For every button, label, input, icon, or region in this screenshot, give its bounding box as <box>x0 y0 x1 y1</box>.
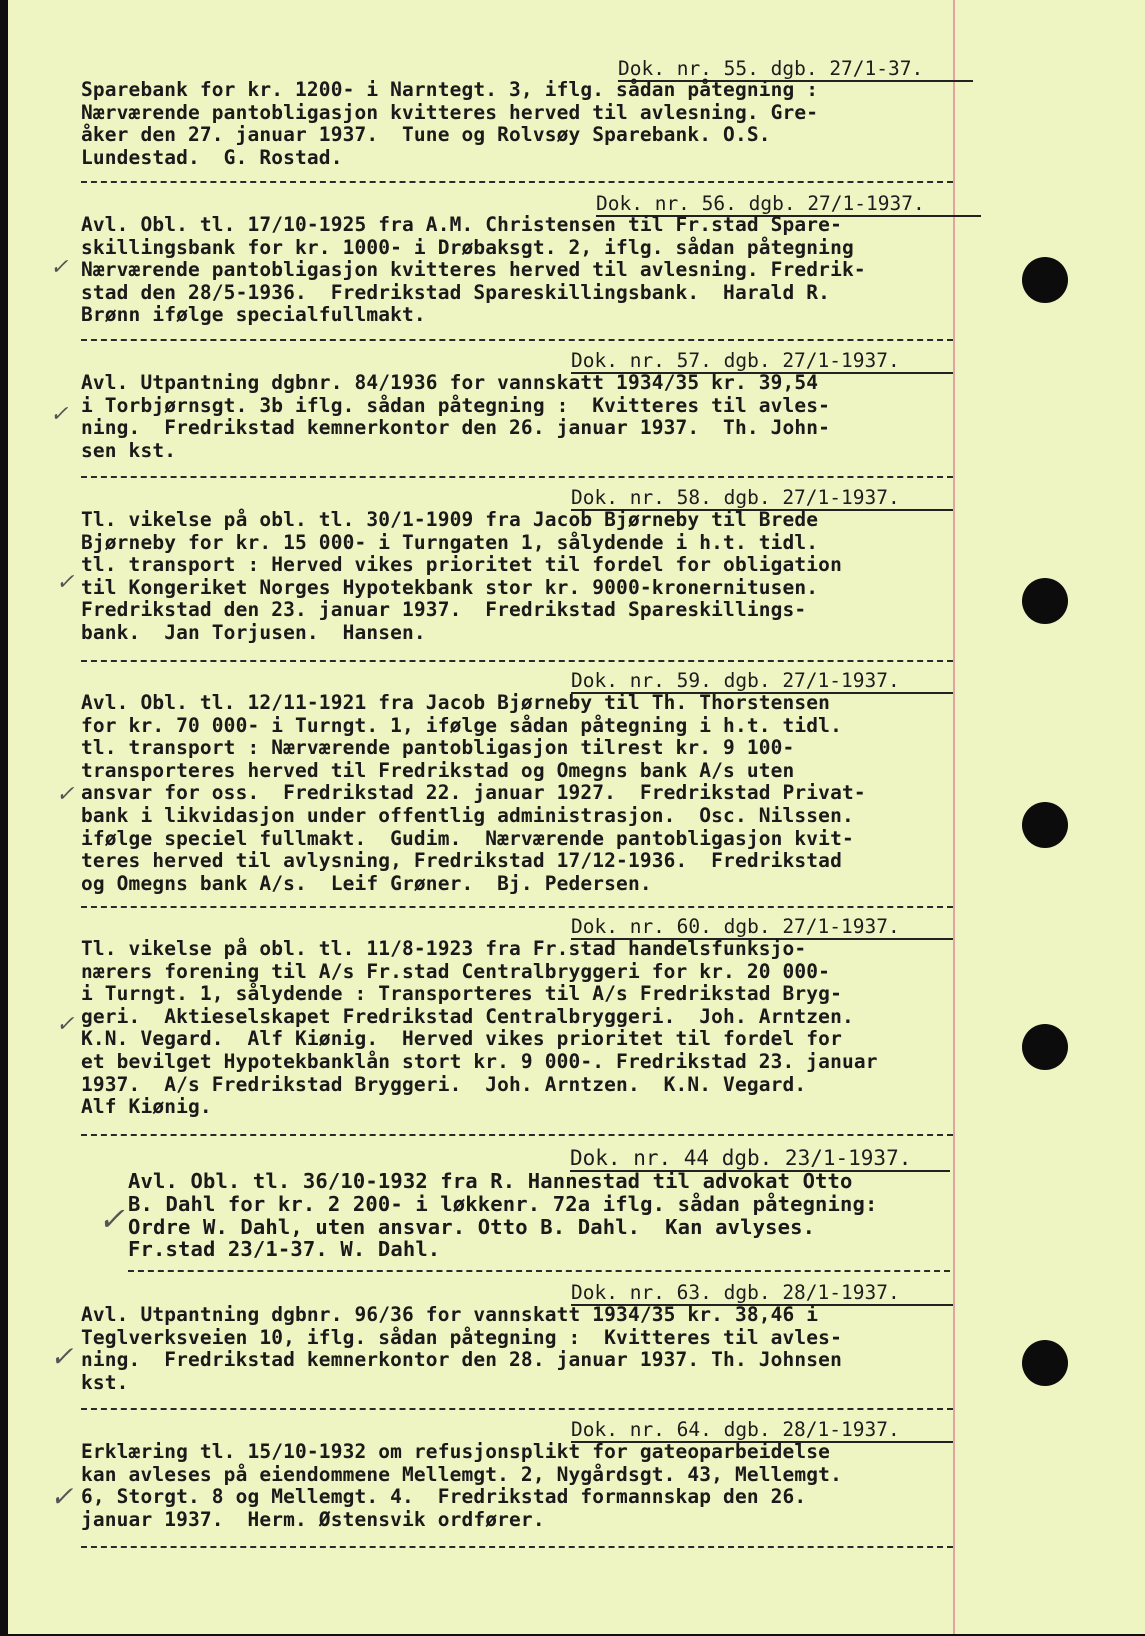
entry-text: Tl. vikelse på obl. tl. 11/8-1923 fra Fr.stad handelsfunksjo- nærers forening til A/s Fr.stad Centralbryggeri for kr. 20 000- i Turngt. 1, sålydende : Transporteres til A/s Fredrikstad Bryg- geri. Aktieselskapet Fredrikstad Centralbryggeri. Joh. Arntzen. K.N. Vegard. Alf Kiønig. Herved vikes prioritet til fordel for et bevilget Hypotekbanklån stort kr. 9 000-. Fredrikstad 23. januar 1937. A/s Fredrikstad Bryggeri. Joh. Arntzen. K.N. Vegard. Alf Kiønig. <box>81 937 878 1119</box>
entry-separator <box>81 660 953 662</box>
punch-hole <box>1022 257 1068 303</box>
entry-header: Dok. nr. 64. dgb. 28/1-1937. <box>571 1418 900 1441</box>
entry-header: Dok. nr. 60. dgb. 27/1-1937. <box>571 915 900 938</box>
margin-line <box>953 0 955 1634</box>
entry-header: Dok. nr. 59. dgb. 27/1-1937. <box>571 669 900 692</box>
entry-text: Avl. Obl. tl. 12/11-1921 fra Jacob Bjørneby til Th. Thorstensen for kr. 70 000- i Turngt. 1, ifølge sådan påtegning i h.t. tidl. tl. transport : Nærværende pantobligasjon tilrest kr. 9 100- transporteres herved til Fredrikstad og Omegns bank A/s uten ansvar for oss. Fredrikstad 22. januar 1927. Fredrikstad Privat- bank i likvidasjon under offentlig administrasjon. Osc. Nilssen. ifølge speciel fullmakt. Gudim. Nærværende pantobligasjon kvit- teres herved til avlysning, Fredrikstad 17/12-1936. Fredrikstad og Omegns bank A/s. Leif Grøner. Bj. Pedersen. <box>81 691 866 895</box>
entry-header: Dok. nr. 63. dgb. 28/1-1937. <box>571 1281 900 1304</box>
margin-mark: ✓ <box>56 570 75 595</box>
entry-separator <box>81 1134 953 1136</box>
entry-separator <box>81 906 953 908</box>
entry-separator <box>81 1408 953 1410</box>
entry-header: Dok. nr. 58. dgb. 27/1-1937. <box>571 486 900 509</box>
punch-hole <box>1022 802 1068 848</box>
document-page <box>8 0 1145 1634</box>
entry-separator <box>81 339 953 341</box>
entry-separator <box>81 476 953 478</box>
margin-mark: ✓ <box>50 255 69 280</box>
entry-text: Avl. Utpantning dgbnr. 84/1936 for vannskatt 1934/35 kr. 39,54 i Torbjørnsgt. 3b iflg. sådan påtegning : Kvitteres til avles- ning. Fredrikstad kemnerkontor den 26. januar 1937. Th. John- sen kst. <box>81 371 831 462</box>
entry-separator <box>128 1270 950 1272</box>
entry-text: Avl. Obl. tl. 36/10-1932 fra R. Hannestad til advokat Otto B. Dahl for kr. 2 200- i løkkenr. 72a iflg. sådan påtegning: Ordre W. Dahl, uten ansvar. Otto B. Dahl. Kan avlyses. Fr.stad 23/1-37. W. Dahl. <box>128 1169 878 1262</box>
margin-mark: ✓ <box>50 1340 74 1373</box>
margin-mark: ✓ <box>56 782 75 807</box>
punch-hole <box>1022 1340 1068 1386</box>
entry-separator <box>81 1546 953 1548</box>
entry-header: Dok. nr. 44 dgb. 23/1-1937. <box>570 1146 912 1170</box>
entry-header: Dok. nr. 55. dgb. 27/1-37. <box>618 57 924 80</box>
margin-mark: ✓ <box>50 402 69 427</box>
entry-text: Avl. Utpantning dgbnr. 96/36 for vannskatt 1934/35 kr. 38,46 i Teglverksveien 10, iflg. sådan påtegning : Kvitteres til avles- ning. Fredrikstad kemnerkontor den 28. januar 1937. Th. Johnsen kst. <box>81 1303 842 1394</box>
entry-text: Sparebank for kr. 1200- i Narntegt. 3, iflg. sådan påtegning : Nærværende pantobligasjon kvitteres herved til avlesning. Gre- åker den 27. januar 1937. Tune og Rolvsøy Sparebank. O.S. Lundestad. G. Rostad. <box>81 78 819 169</box>
margin-mark: ✓ <box>50 1480 74 1513</box>
entry-text: Erklæring tl. 15/10-1932 om refusjonsplikt for gateoparbeidelse kan avleses på eiendommene Mellemgt. 2, Nygårdsgt. 43, Mellemgt. 6, Storgt. 8 og Mellemgt. 4. Fredrikstad formannskap den 26. januar 1937. Herm. Østensvik ordfører. <box>81 1440 842 1531</box>
margin-mark: ✓ <box>98 1200 125 1238</box>
margin-mark: ✓ <box>56 1012 75 1037</box>
entry-text: Avl. Obl. tl. 17/10-1925 fra A.M. Christensen til Fr.stad Spare- skillingsbank for kr. 1000- i Drøbaksgt. 2, iflg. sådan påtegning Nærværende pantobligasjon kvitteres herved til avlesning. Fredrik- stad den 28/5-1936. Fredrikstad Spareskillingsbank. Harald R. Brønn ifølge specialfullmakt. <box>81 213 866 327</box>
entry-header: Dok. nr. 56. dgb. 27/1-1937. <box>596 192 925 215</box>
entry-header: Dok. nr. 57. dgb. 27/1-1937. <box>571 349 900 372</box>
punch-hole <box>1022 1024 1068 1070</box>
entry-text: Tl. vikelse på obl. tl. 30/1-1909 fra Jacob Bjørneby til Brede Bjørneby for kr. 15 000- i Turngaten 1, sålydende i h.t. tidl. tl. transport : Herved vikes prioritet til fordel for obligation til Kongeriket Norges Hypotekbank stor kr. 9000-kronernitusen. Fredrikstad den 23. januar 1937. Fredrikstad Spareskillings- bank. Jan Torjusen. Hansen. <box>81 508 842 644</box>
entry-separator <box>81 181 953 183</box>
punch-hole <box>1022 578 1068 624</box>
